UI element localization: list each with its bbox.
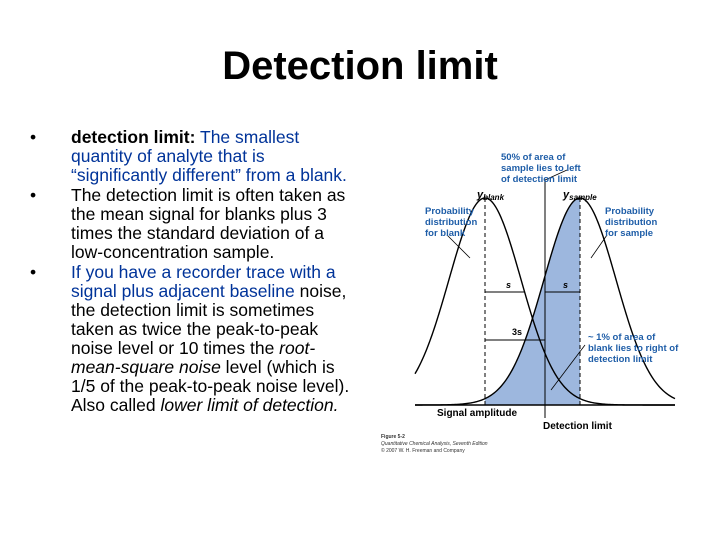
y-sample-label: ysample bbox=[563, 189, 597, 202]
bullet-dot: • bbox=[30, 185, 37, 205]
bullet-dot: • bbox=[30, 127, 37, 147]
figure-caption: Figure 5-2 Quantitative Chemical Analysis, Seventh Edition © 2007 W. H. Freeman and Company bbox=[381, 434, 488, 454]
label-prob-sample: Probability distribution for sample bbox=[605, 206, 658, 239]
label-1pct: ~ 1% of area of blank lies to right of detection limit bbox=[588, 332, 679, 365]
label-s-left: s bbox=[506, 280, 512, 290]
bullet-dot: • bbox=[30, 262, 37, 282]
rms-noise-term: root-mean-square noise bbox=[71, 338, 316, 377]
label-signal-amplitude: Signal amplitude bbox=[437, 408, 518, 419]
term-detection-limit: detection limit: bbox=[71, 127, 196, 147]
label-50pct: 50% of area of sample lies to left of detection limit bbox=[501, 152, 581, 185]
noise-text: noise, the detection limit is sometimes taken as twice the peak-to-peak noise level or 10 times the bbox=[71, 281, 347, 358]
detection-limit-figure bbox=[375, 140, 715, 470]
slide-title: Detection limit bbox=[222, 44, 498, 88]
lower-limit-term: lower limit of detection. bbox=[160, 395, 339, 415]
mean-signal-text: The detection limit is often taken as the mean signal for blanks plus 3 times the standard deviation of a low-concentration sample. bbox=[71, 185, 346, 262]
recorder-trace-text: If you have a recorder trace with a signal plus adjacent baseline bbox=[71, 262, 336, 301]
bullet-item-mean-signal bbox=[30, 186, 360, 262]
bullet-item-definition bbox=[30, 128, 360, 185]
label-3s: 3s bbox=[512, 327, 523, 337]
definition-text: The smallest quantity of analyte that is “significantly different” from a blank. bbox=[71, 127, 347, 185]
label-detection-limit: Detection limit bbox=[543, 421, 612, 432]
label-prob-blank: Probability distribution for blank bbox=[425, 206, 478, 239]
distribution-diagram bbox=[375, 140, 715, 470]
bullet-item-recorder-trace bbox=[30, 263, 360, 415]
label-s-right: s bbox=[563, 280, 569, 290]
y-blank-label: yblank bbox=[477, 189, 505, 202]
shaded-sample-area bbox=[485, 198, 580, 405]
bullet-list bbox=[30, 128, 360, 416]
level-text: level (which is 1/5 of the peak-to-peak noise level). Also called bbox=[71, 357, 350, 415]
